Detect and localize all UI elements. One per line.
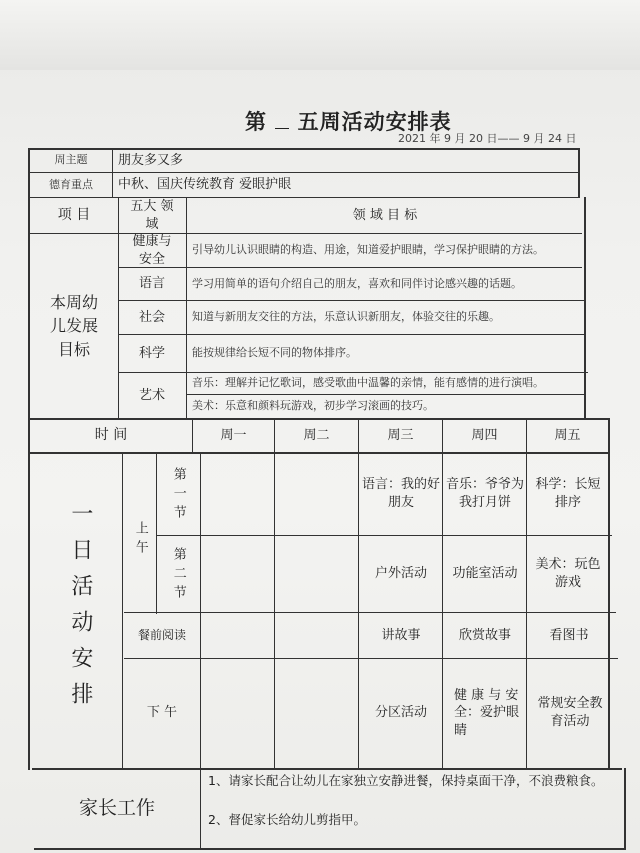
thu-preread: 欣赏故事	[458, 627, 511, 643]
fri-preread: 看图书	[549, 627, 589, 643]
domain-health: 健康与安全	[132, 233, 172, 267]
domain-social: 社会	[138, 309, 165, 325]
rule-v	[200, 452, 201, 768]
rule-v	[122, 452, 123, 768]
thu-session1: 音乐：爷爷为我打月饼	[446, 477, 525, 510]
goal-social: 知道与新朋友交往的方法，乐意认识新朋友，体验交往的乐趣。	[192, 310, 500, 324]
domain-art: 艺术	[138, 387, 165, 403]
goal-art-fine: 美术：乐意和颜料玩游戏，初步学习滚画的技巧。	[192, 399, 434, 413]
date-range: 2021 年 9 月 20 日—— 9 月 24 日	[398, 132, 577, 145]
fri-session2: 美术：玩色游戏	[535, 557, 601, 590]
col-item-header: 项 目	[57, 207, 91, 224]
goal-art-music: 音乐：理解并记忆歌词，感受歌曲中温馨的亲情，能有感情的进行演唱。	[192, 376, 544, 390]
rule-v	[358, 418, 359, 770]
preread-label: 餐前阅读	[137, 628, 186, 643]
col-domain-header: 五大 领 域	[130, 198, 174, 232]
rule-v	[578, 148, 580, 198]
thu-session2: 功能室活动	[452, 566, 518, 582]
theme-label: 周主题	[54, 153, 88, 167]
rule-v	[608, 418, 610, 770]
col-goal-header: 领 域 目 标	[352, 207, 418, 223]
domain-science: 科学	[138, 345, 165, 361]
parents-item-2: 2、督促家长给幼儿剪指甲。	[208, 811, 366, 827]
thu-afternoon: 健 康 与 安全：爱护眼睛	[454, 687, 520, 738]
goals-side-label: 本周幼儿发展目标	[49, 293, 98, 359]
day-tue: 周二	[303, 427, 330, 443]
parents-label: 家长工作	[78, 797, 155, 820]
rule-h	[30, 452, 610, 454]
rule-v	[584, 197, 586, 419]
parents-item-1: 1、请家长配合让幼儿在家独立安静进餐，保持桌面干净，不浪费粮食。	[208, 773, 604, 788]
session2-label: 第二节	[170, 546, 186, 604]
rule-v	[200, 768, 201, 848]
goal-science: 能按规律给长短不同的物体排序。	[192, 346, 357, 360]
rule-h	[156, 535, 612, 536]
day-thu: 周四	[471, 427, 498, 443]
schedule-side-label: 一日活动安排	[67, 502, 93, 718]
day-mon: 周一	[220, 427, 247, 443]
wed-afternoon: 分区活动	[374, 705, 427, 721]
rule-v	[112, 148, 113, 198]
session1-label: 第一节	[170, 466, 186, 524]
theme-value: 朋友多又多	[118, 152, 184, 168]
moral-value: 中秋、国庆传统教育 爱眼护眼	[118, 177, 292, 193]
wed-preread: 讲故事	[381, 627, 421, 643]
rule-v	[274, 418, 275, 770]
rule-v	[156, 452, 157, 614]
fri-afternoon: 常规安全教育活动	[537, 696, 603, 729]
morning-label: 上午	[132, 521, 148, 559]
moral-label: 德育重点	[49, 177, 93, 191]
goal-language: 学习用简单的语句介绍自己的朋友，喜欢和同伴讨论感兴趣的话题。	[192, 276, 522, 290]
domain-language: 语言	[138, 276, 165, 292]
fri-session1: 科学：长短排序	[535, 477, 601, 510]
rule-v	[526, 418, 527, 770]
wed-session2: 户外活动	[374, 566, 427, 582]
goal-health: 引导幼儿认识眼睛的构造、用途，知道爱护眼睛，学习保护眼睛的方法。	[192, 243, 544, 257]
rule-v	[624, 768, 626, 848]
day-fri: 周五	[554, 427, 581, 443]
wed-session1: 语言：我的好朋友	[362, 477, 441, 510]
rule-v	[442, 418, 443, 770]
time-header: 时 间	[94, 427, 128, 444]
title-suffix: 五周活动安排表	[297, 109, 452, 134]
afternoon-label: 下 午	[146, 705, 178, 721]
rule-h	[34, 848, 626, 850]
rule-v	[28, 148, 30, 770]
day-wed: 周三	[387, 427, 414, 443]
title-prefix: 第	[245, 109, 267, 134]
